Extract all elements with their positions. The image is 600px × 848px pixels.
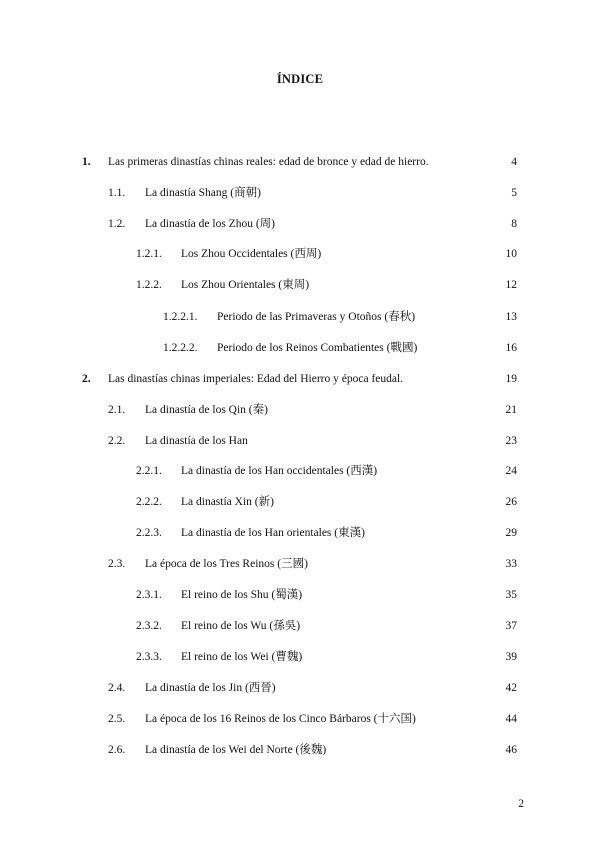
toc-entry-title: La época de los Tres Reinos (三國) xyxy=(145,558,308,570)
toc-entry-number: 2.1. xyxy=(108,404,126,416)
toc-entry-title: La dinastía de los Wei del Norte (後魏) xyxy=(145,744,327,756)
toc-entry-title: La dinastía de los Zhou (周) xyxy=(145,218,275,230)
toc-entry-page: 26 xyxy=(505,496,517,508)
toc-entry-page: 35 xyxy=(505,589,517,601)
toc-entry-title: La dinastía de los Qin (秦) xyxy=(145,404,268,416)
toc-entry-number: 2.3.2. xyxy=(136,620,162,632)
toc-entry-title: El reino de los Shu (蜀漢) xyxy=(181,589,303,601)
toc-entry-page: 10 xyxy=(505,248,517,260)
toc-entry-page: 39 xyxy=(505,651,517,663)
toc-entry-page: 37 xyxy=(505,620,517,632)
toc-entry[interactable] xyxy=(0,246,600,262)
toc-entry-page: 21 xyxy=(505,404,517,416)
toc-entry-number: 2.2. xyxy=(108,435,126,447)
toc-entry-number: 2.3. xyxy=(108,558,126,570)
toc-entry-title: Las dinastías chinas imperiales: Edad del Hierro y época feudal. xyxy=(108,373,404,385)
toc-entry[interactable] xyxy=(0,216,600,232)
toc-entry[interactable] xyxy=(0,742,600,758)
toc-entry-title: Periodo de las Primaveras y Otoños (春秋) xyxy=(217,311,416,323)
toc-entry-page: 5 xyxy=(511,187,517,199)
toc-entry-page: 16 xyxy=(505,342,517,354)
toc-entry-page: 13 xyxy=(505,311,517,323)
toc-entry[interactable] xyxy=(0,463,600,479)
toc-entry-page: 12 xyxy=(505,279,517,291)
toc-entry[interactable] xyxy=(0,556,600,572)
toc-entry-number: 2.4. xyxy=(108,682,126,694)
toc-entry-title: La dinastía de los Han xyxy=(145,435,248,447)
toc-entry-page: 19 xyxy=(505,373,517,385)
toc-entry-title: La dinastía de los Han orientales (東漢) xyxy=(181,527,365,539)
page-title: ÍNDICE xyxy=(276,72,324,86)
toc-entry-title: La época de los 16 Reinos de los Cinco Bárbaros (十六国) xyxy=(145,713,416,725)
toc-entry-number: 1.2.1. xyxy=(136,248,162,260)
toc-entry[interactable] xyxy=(0,402,600,418)
toc-entry-number: 2.3.3. xyxy=(136,651,162,663)
toc-entry-number: 1. xyxy=(82,156,91,168)
toc-entry[interactable] xyxy=(0,649,600,665)
toc-entry[interactable] xyxy=(0,680,600,696)
toc-entry-page: 8 xyxy=(511,218,517,230)
toc-entry-page: 23 xyxy=(505,435,517,447)
toc-entry-number: 1.2.2.2. xyxy=(163,342,198,354)
toc-entry-title: La dinastía de los Jin (西晉) xyxy=(145,682,276,694)
toc-entry-title: La dinastía Shang (商朝) xyxy=(145,187,261,199)
toc-entry-page: 4 xyxy=(511,156,517,168)
toc-entry-number: 2.2.1. xyxy=(136,465,162,477)
toc-entry-number: 1.2.2. xyxy=(136,279,162,291)
toc-entry-number: 2.6. xyxy=(108,744,126,756)
toc-entry-number: 2. xyxy=(82,373,91,385)
toc-entry[interactable] xyxy=(0,371,600,387)
toc-entry[interactable] xyxy=(0,340,600,356)
toc-entry-number: 1.2. xyxy=(108,218,126,230)
toc-entry-title: Los Zhou Occidentales (西周) xyxy=(181,248,322,260)
toc-entry[interactable] xyxy=(0,494,600,510)
toc-entry-page: 46 xyxy=(505,744,517,756)
toc-entry-page: 42 xyxy=(505,682,517,694)
toc-entry-title: Las primeras dinastías chinas reales: edad de bronce y edad de hierro. xyxy=(108,156,429,168)
toc-entry[interactable] xyxy=(0,309,600,325)
toc-entry-title: La dinastía Xin (新) xyxy=(181,496,274,508)
toc-entry-number: 2.5. xyxy=(108,713,126,725)
toc-entry-page: 29 xyxy=(505,527,517,539)
toc-entry[interactable] xyxy=(0,525,600,541)
toc-entry[interactable] xyxy=(0,185,600,201)
toc-entry-number: 2.3.1. xyxy=(136,589,162,601)
toc-entry[interactable] xyxy=(0,277,600,293)
toc-entry-title: El reino de los Wu (孫吳) xyxy=(181,620,301,632)
toc-entry-page: 24 xyxy=(505,465,517,477)
toc-entry-title: Los Zhou Orientales (東周) xyxy=(181,279,310,291)
toc-entry[interactable] xyxy=(0,587,600,603)
toc-entry-title: El reino de los Wei (曹魏) xyxy=(181,651,303,663)
toc-entry-number: 2.2.3. xyxy=(136,527,162,539)
toc-entry[interactable] xyxy=(0,154,600,170)
toc-entry-number: 1.2.2.1. xyxy=(163,311,198,323)
toc-entry[interactable] xyxy=(0,618,600,634)
toc-entry-number: 2.2.2. xyxy=(136,496,162,508)
toc-entry-title: La dinastía de los Han occidentales (西漢) xyxy=(181,465,378,477)
toc-entry[interactable] xyxy=(0,711,600,727)
toc-entry-number: 1.1. xyxy=(108,187,126,199)
page-number: 2 xyxy=(518,798,524,810)
toc-entry-title: Periodo de los Reinos Combatientes (戰國) xyxy=(217,342,418,354)
toc-entry-page: 44 xyxy=(505,713,517,725)
toc-entry-page: 33 xyxy=(505,558,517,570)
toc-entry[interactable] xyxy=(0,433,600,449)
